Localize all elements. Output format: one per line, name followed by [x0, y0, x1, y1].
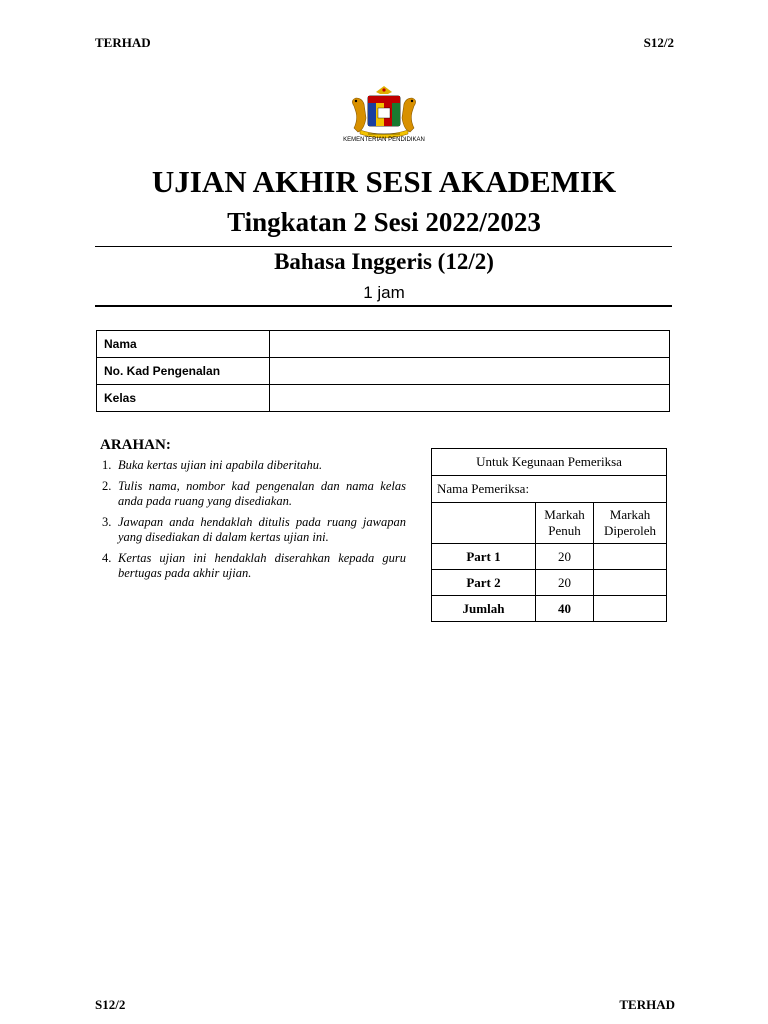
marks-header-obtained: Markah Diperoleh — [594, 503, 667, 544]
header-classification: TERHAD — [95, 35, 151, 50]
instruction-item — [102, 479, 406, 509]
examiner-title-row — [432, 449, 667, 476]
student-class-field[interactable] — [270, 385, 670, 412]
instruction-number: 4. — [102, 551, 112, 565]
examiner-marks-table — [431, 448, 667, 622]
footer-paper-code: S12/2 — [95, 997, 126, 1012]
total-full-marks: 40 — [536, 596, 594, 622]
student-ic-label: No. Kad Pengenalan — [97, 358, 270, 385]
student-info-table — [96, 330, 670, 412]
student-name-field[interactable] — [270, 331, 670, 358]
footer-classification: TERHAD — [619, 997, 675, 1012]
student-ic-field[interactable] — [270, 358, 670, 385]
instruction-number: 1. — [102, 458, 112, 472]
instruction-text: Buka kertas ujian ini apabila diberitahu. — [118, 458, 323, 472]
student-name-label: Nama — [97, 331, 270, 358]
instruction-number: 3. — [102, 515, 112, 529]
student-class-label: Kelas — [97, 385, 270, 412]
part1-obtained-marks[interactable] — [594, 544, 667, 570]
exam-form-session: Tingkatan 2 Sesi 2022/2023 — [227, 207, 541, 237]
student-class-row — [97, 385, 670, 412]
ministry-caption: KEMENTERIAN PENDIDIKAN — [343, 137, 425, 143]
instruction-text: Tulis nama, nombor kad pengenalan dan nama kelas anda pada ruang yang disediakan. — [118, 479, 406, 508]
exam-duration: 1 jam — [363, 283, 405, 302]
part2-obtained-marks[interactable] — [594, 570, 667, 596]
total-label: Jumlah — [432, 596, 536, 622]
examiner-name-label[interactable]: Nama Pemeriksa: — [432, 476, 667, 503]
marks-header-blank — [432, 503, 536, 544]
instruction-text: Jawapan anda hendaklah ditulis pada ruang jawapan yang disediakan di dalam kertas ujian ini. — [118, 515, 406, 544]
student-ic-row — [97, 358, 670, 385]
instructions-title: ARAHAN: — [100, 437, 171, 453]
total-obtained-marks[interactable] — [594, 596, 667, 622]
marks-row-part2 — [432, 570, 667, 596]
instruction-item — [102, 551, 406, 581]
part1-full-marks: 20 — [536, 544, 594, 570]
part2-full-marks: 20 — [536, 570, 594, 596]
instruction-item — [102, 515, 406, 545]
examiner-table-title: Untuk Kegunaan Pemeriksa — [432, 449, 667, 476]
header-paper-code: S12/2 — [643, 35, 674, 50]
marks-row-part1 — [432, 544, 667, 570]
marks-header-row — [432, 503, 667, 544]
student-name-row — [97, 331, 670, 358]
instruction-item — [102, 458, 406, 473]
instructions-list — [102, 458, 406, 587]
title-divider-top — [95, 246, 672, 247]
exam-subject: Bahasa Inggeris (12/2) — [274, 249, 494, 274]
examiner-name-row — [432, 476, 667, 503]
part1-label: Part 1 — [432, 544, 536, 570]
marks-row-total — [432, 596, 667, 622]
instruction-text: Kertas ujian ini hendaklah diserahkan kepada guru bertugas pada akhir ujian. — [118, 551, 406, 580]
title-divider-bottom — [95, 305, 672, 307]
exam-title: UJIAN AKHIR SESI AKADEMIK — [151, 164, 617, 199]
instruction-number: 2. — [102, 479, 112, 493]
part2-label: Part 2 — [432, 570, 536, 596]
marks-header-full: Markah Penuh — [536, 503, 594, 544]
